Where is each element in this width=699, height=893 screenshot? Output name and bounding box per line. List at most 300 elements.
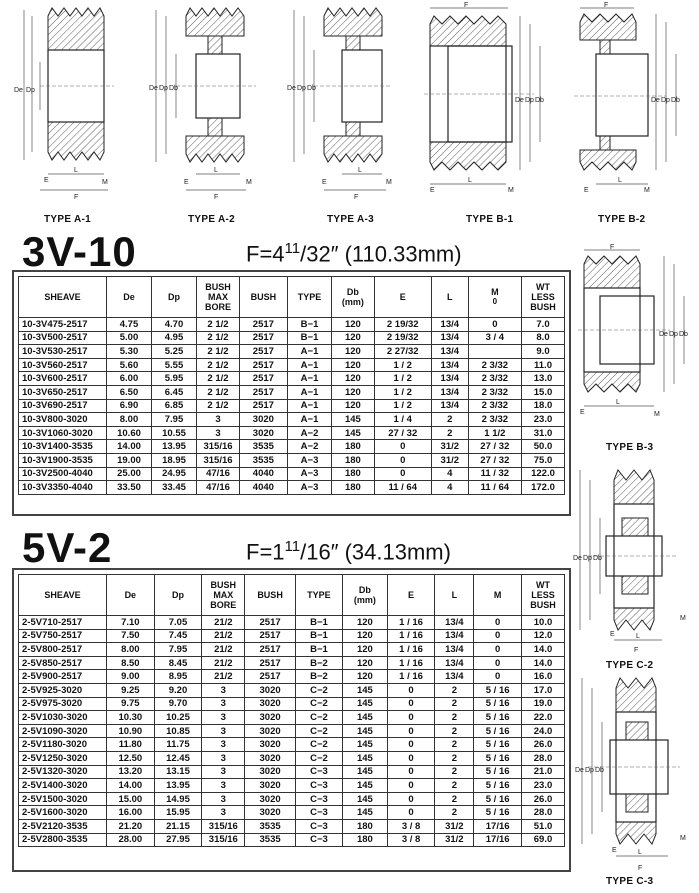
label-type-a3: TYPE A-3	[327, 214, 375, 225]
cell-de: 21.20	[107, 819, 155, 833]
cell-dp: 13.95	[152, 440, 197, 454]
f-spec-numerator: 11	[284, 538, 301, 555]
label-type-a1: TYPE A-1	[44, 214, 92, 225]
cell-bush-max-bore: 3	[202, 738, 245, 752]
dim-de: De	[14, 87, 23, 94]
cell-bush-max-bore: 21/2	[202, 629, 245, 643]
cell-m	[468, 345, 521, 359]
f-spec-5v2	[246, 538, 451, 565]
cell-dp: 8.45	[154, 656, 202, 670]
dim-db: Db	[671, 97, 680, 104]
cell-m: 0	[474, 616, 522, 630]
cell-type: C−3	[295, 779, 342, 793]
dim-m: M	[654, 411, 660, 418]
dim-e: E	[584, 187, 589, 194]
table-row	[19, 399, 565, 413]
cell-de: 5.60	[107, 358, 152, 372]
cell-dp: 7.95	[154, 643, 202, 657]
cell-sheave: 2-5V710-2517	[19, 616, 107, 630]
cell-sheave: 2-5V1400-3020	[19, 779, 107, 793]
cell-m: 5 / 16	[474, 724, 522, 738]
cell-l: 13/4	[431, 372, 468, 386]
table-row	[19, 481, 565, 495]
table-row	[19, 643, 565, 657]
cell-wt: 69.0	[522, 833, 565, 847]
cell-m: 5 / 16	[474, 806, 522, 820]
table-row	[19, 751, 565, 765]
dim-db: Db	[535, 97, 544, 104]
cell-de: 11.80	[107, 738, 155, 752]
cell-type: B−2	[295, 656, 342, 670]
cell-dp: 9.70	[154, 697, 202, 711]
dim-m: M	[680, 835, 686, 842]
dim-m: M	[644, 187, 650, 194]
table-header-row	[19, 575, 565, 616]
cell-type: A−2	[287, 440, 332, 454]
col-db-unit: (mm)	[341, 297, 364, 307]
cell-db: 145	[343, 711, 388, 725]
cell-wt: 24.0	[522, 724, 565, 738]
cell-bush: 2517	[240, 358, 288, 372]
cell-sheave: 10-3V3350-4040	[19, 481, 107, 495]
cell-dp: 27.95	[154, 833, 202, 847]
cell-e: 1 / 2	[374, 358, 431, 372]
cell-dp: 14.95	[154, 792, 202, 806]
sheave-drawing-c2	[570, 460, 698, 656]
cell-dp: 13.95	[154, 779, 202, 793]
cell-e: 0	[387, 724, 435, 738]
col-bush: BUSH	[240, 277, 288, 318]
cell-dp: 6.45	[152, 385, 197, 399]
cell-l: 31/2	[435, 833, 474, 847]
table-row	[19, 819, 565, 833]
cell-bush: 3020	[245, 751, 296, 765]
table-row	[19, 738, 565, 752]
cell-bush: 3020	[245, 792, 296, 806]
cell-wt: 19.0	[522, 697, 565, 711]
col-db-unit: (mm)	[353, 595, 376, 605]
cell-type: A−1	[287, 345, 332, 359]
col-l: L	[435, 575, 474, 616]
cell-wt: 9.0	[522, 345, 565, 359]
cell-wt: 11.0	[522, 358, 565, 372]
f-spec-numerator: 11	[284, 240, 301, 257]
cell-type: B−1	[295, 616, 342, 630]
table-row	[19, 779, 565, 793]
dim-de: De	[149, 85, 158, 92]
cell-bush-max-bore: 21/2	[202, 643, 245, 657]
cell-e: 1 / 16	[387, 629, 435, 643]
cell-de: 7.10	[107, 616, 155, 630]
col-e: E	[387, 575, 435, 616]
cell-wt: 31.0	[522, 426, 565, 440]
cell-l: 13/4	[435, 616, 474, 630]
cell-dp: 21.15	[154, 819, 202, 833]
cell-type: A−1	[287, 413, 332, 427]
dim-l: L	[638, 849, 642, 856]
cell-bush-max-bore: 47/16	[197, 481, 240, 495]
cell-de: 5.00	[107, 331, 152, 345]
diagram-type-b2	[570, 2, 698, 202]
diagram-type-b1	[424, 2, 556, 202]
cell-bush: 3020	[245, 711, 296, 725]
diagram-type-a1	[10, 2, 125, 202]
cell-type: B−2	[295, 670, 342, 684]
cell-l: 2	[431, 413, 468, 427]
cell-dp: 11.75	[154, 738, 202, 752]
dim-e: E	[580, 409, 585, 416]
cell-sheave: 2-5V1600-3020	[19, 806, 107, 820]
cell-wt: 23.0	[522, 413, 565, 427]
cell-bush-max-bore: 3	[202, 711, 245, 725]
cell-db: 145	[343, 683, 388, 697]
label-type-b3: TYPE B-3	[606, 442, 654, 453]
cell-db: 180	[343, 833, 388, 847]
cell-m: 2 3/32	[468, 399, 521, 413]
cell-l: 2	[435, 724, 474, 738]
dim-dp: Dp	[669, 331, 678, 338]
dim-f: F	[74, 194, 79, 201]
cell-type: C−2	[295, 751, 342, 765]
table-row	[19, 670, 565, 684]
cell-db: 145	[343, 792, 388, 806]
dim-m: M	[246, 179, 252, 186]
cell-l: 2	[435, 779, 474, 793]
cell-dp: 24.95	[152, 467, 197, 481]
sheave-drawing-c3	[576, 672, 698, 876]
cell-dp: 5.55	[152, 358, 197, 372]
cell-de: 8.00	[107, 643, 155, 657]
cell-db: 120	[343, 670, 388, 684]
col-m-label: M	[491, 287, 499, 297]
cell-wt: 21.0	[522, 765, 565, 779]
cell-m: 0	[474, 643, 522, 657]
cell-db: 145	[343, 765, 388, 779]
cell-m: 5 / 16	[474, 738, 522, 752]
sheave-drawing-a3	[286, 2, 406, 202]
cell-m: 0	[474, 656, 522, 670]
spec-table-3v10	[18, 276, 565, 495]
diagram-type-c2	[570, 460, 698, 656]
dim-de: De	[651, 97, 660, 104]
dim-e: E	[610, 631, 615, 638]
dim-dp: Dp	[585, 767, 594, 774]
cell-l: 2	[435, 765, 474, 779]
cell-bush: 3020	[245, 697, 296, 711]
cell-e: 3 / 8	[387, 819, 435, 833]
dim-de: De	[287, 85, 296, 92]
table-body-3v10	[19, 318, 565, 495]
cell-bush: 3020	[245, 779, 296, 793]
cell-bush-max-bore: 3	[202, 765, 245, 779]
cell-bush-max-bore: 3	[202, 724, 245, 738]
cell-de: 10.30	[107, 711, 155, 725]
cell-m: 2 3/32	[468, 372, 521, 386]
cell-de: 9.00	[107, 670, 155, 684]
cell-type: B−1	[287, 331, 332, 345]
cell-wt: 17.0	[522, 683, 565, 697]
cell-e: 1 / 16	[387, 616, 435, 630]
table-row	[19, 453, 565, 467]
dim-m: M	[508, 187, 514, 194]
cell-type: A−2	[287, 426, 332, 440]
col-de: De	[107, 277, 152, 318]
cell-l: 4	[431, 481, 468, 495]
cell-de: 9.75	[107, 697, 155, 711]
cell-db: 145	[332, 426, 374, 440]
dim-f: F	[354, 194, 359, 201]
cell-m: 5 / 16	[474, 792, 522, 806]
cell-bush-max-bore: 315/16	[202, 819, 245, 833]
cell-type: B−1	[287, 318, 332, 332]
cell-dp: 5.95	[152, 372, 197, 386]
cell-wt: 51.0	[522, 819, 565, 833]
cell-l: 13/4	[431, 345, 468, 359]
sheave-drawing-b3	[576, 244, 698, 424]
cell-e: 1 / 2	[374, 399, 431, 413]
cell-bush-max-bore: 2 1/2	[197, 399, 240, 413]
cell-sheave: 10-3V600-2517	[19, 372, 107, 386]
cell-bush: 2517	[240, 318, 288, 332]
cell-bush: 2517	[240, 399, 288, 413]
cell-e: 1 / 2	[374, 385, 431, 399]
cell-dp: 18.95	[152, 453, 197, 467]
cell-de: 19.00	[107, 453, 152, 467]
cell-de: 15.00	[107, 792, 155, 806]
table-row	[19, 426, 565, 440]
cell-bush: 2517	[240, 345, 288, 359]
dim-l: L	[618, 177, 622, 184]
cell-db: 120	[332, 331, 374, 345]
dim-de: De	[575, 767, 584, 774]
dim-db: Db	[307, 85, 316, 92]
cell-dp: 10.55	[152, 426, 197, 440]
cell-type: A−3	[287, 481, 332, 495]
cell-de: 16.00	[107, 806, 155, 820]
cell-wt: 122.0	[522, 467, 565, 481]
col-sheave: SHEAVE	[19, 277, 107, 318]
cell-dp: 5.25	[152, 345, 197, 359]
cell-bush: 3020	[245, 724, 296, 738]
cell-wt: 22.0	[522, 711, 565, 725]
dim-e: E	[612, 847, 617, 854]
cell-sheave: 2-5V2120-3535	[19, 819, 107, 833]
cell-bush-max-bore: 21/2	[202, 670, 245, 684]
label-type-c3: TYPE C-3	[606, 876, 654, 887]
section-title-3v10: 3V-10	[22, 228, 137, 275]
cell-e: 27 / 32	[374, 426, 431, 440]
cell-l: 13/4	[435, 656, 474, 670]
cell-m: 11 / 64	[468, 481, 521, 495]
cell-dp: 4.95	[152, 331, 197, 345]
cell-de: 8.00	[107, 413, 152, 427]
col-l: L	[431, 277, 468, 318]
cell-sheave: 10-3V1400-3535	[19, 440, 107, 454]
cell-l: 13/4	[435, 629, 474, 643]
cell-bush-max-bore: 3	[202, 683, 245, 697]
cell-m: 5 / 16	[474, 697, 522, 711]
cell-e: 0	[374, 440, 431, 454]
dim-e: E	[322, 179, 327, 186]
cell-db: 120	[332, 399, 374, 413]
dim-dp: Dp	[661, 97, 670, 104]
diagram-type-a2	[150, 2, 270, 202]
cell-m: 27 / 32	[468, 440, 521, 454]
cell-type: B−1	[295, 629, 342, 643]
cell-db: 120	[343, 643, 388, 657]
dim-db: Db	[595, 767, 604, 774]
f-spec-3v10	[246, 240, 462, 267]
cell-sheave: 10-3V690-2517	[19, 399, 107, 413]
cell-bush-max-bore: 315/16	[197, 453, 240, 467]
dim-dp: Dp	[159, 85, 168, 92]
table-row	[19, 467, 565, 481]
table-row	[19, 629, 565, 643]
cell-de: 8.50	[107, 656, 155, 670]
dim-l: L	[214, 167, 218, 174]
cell-wt: 50.0	[522, 440, 565, 454]
cell-db: 145	[343, 724, 388, 738]
cell-e: 0	[387, 738, 435, 752]
cell-m: 2 3/32	[468, 413, 521, 427]
cell-de: 4.75	[107, 318, 152, 332]
cell-sheave: 2-5V1180-3020	[19, 738, 107, 752]
cell-bush: 2517	[245, 629, 296, 643]
table-row	[19, 724, 565, 738]
cell-e: 0	[374, 453, 431, 467]
cell-type: C−3	[295, 833, 342, 847]
cell-db: 180	[332, 440, 374, 454]
cell-bush-max-bore: 315/16	[197, 440, 240, 454]
cell-wt: 16.0	[522, 670, 565, 684]
cell-type: A−3	[287, 467, 332, 481]
table-row	[19, 413, 565, 427]
cell-db: 120	[332, 345, 374, 359]
dim-m: M	[102, 179, 108, 186]
cell-de: 7.50	[107, 629, 155, 643]
cell-db: 180	[332, 481, 374, 495]
cell-l: 2	[435, 697, 474, 711]
cell-wt: 14.0	[522, 643, 565, 657]
label-type-b2: TYPE B-2	[598, 214, 646, 225]
cell-bush-max-bore: 3	[202, 779, 245, 793]
dim-e: E	[184, 179, 189, 186]
cell-e: 1 / 16	[387, 643, 435, 657]
dim-f: F	[634, 647, 639, 654]
cell-de: 6.00	[107, 372, 152, 386]
dim-dp: Dp	[26, 87, 35, 94]
table-body-5v2	[19, 616, 565, 847]
cell-type: C−2	[295, 697, 342, 711]
cell-bush-max-bore: 2 1/2	[197, 331, 240, 345]
cell-bush: 2517	[240, 372, 288, 386]
cell-m: 2 3/32	[468, 358, 521, 372]
cell-bush: 2517	[245, 643, 296, 657]
col-m: M	[474, 575, 522, 616]
cell-l: 2	[435, 792, 474, 806]
cell-db: 145	[343, 779, 388, 793]
cell-bush-max-bore: 21/2	[202, 656, 245, 670]
col-bush-max-bore: BUSH MAX BORE	[202, 575, 245, 616]
cell-e: 11 / 64	[374, 481, 431, 495]
cell-sheave: 10-3V500-2517	[19, 331, 107, 345]
cell-m: 5 / 16	[474, 765, 522, 779]
cell-type: C−2	[295, 738, 342, 752]
cell-m: 5 / 16	[474, 711, 522, 725]
cell-bush: 3535	[245, 819, 296, 833]
table-row	[19, 792, 565, 806]
cell-bush-max-bore: 3	[197, 413, 240, 427]
dim-f: F	[638, 865, 643, 872]
cell-db: 120	[343, 656, 388, 670]
table-row	[19, 711, 565, 725]
cell-db: 145	[343, 751, 388, 765]
dim-db: Db	[679, 331, 688, 338]
cell-l: 2	[431, 426, 468, 440]
cell-type: B−1	[295, 643, 342, 657]
cell-bush: 3020	[240, 426, 288, 440]
dim-m: M	[386, 179, 392, 186]
dim-f: F	[604, 2, 609, 9]
f-spec-suffix: /16″ (34.13mm)	[300, 539, 451, 565]
col-db	[332, 277, 374, 318]
cell-sheave: 2-5V750-2517	[19, 629, 107, 643]
cell-type: A−1	[287, 399, 332, 413]
table-row	[19, 656, 565, 670]
diagram-type-b3	[576, 244, 698, 424]
cell-e: 1 / 16	[387, 656, 435, 670]
cell-wt: 23.0	[522, 779, 565, 793]
col-wt: WT LESS BUSH	[522, 575, 565, 616]
cell-l: 31/2	[435, 819, 474, 833]
cell-de: 10.90	[107, 724, 155, 738]
cell-sheave: 2-5V900-2517	[19, 670, 107, 684]
dim-db: Db	[593, 555, 602, 562]
label-type-a2: TYPE A-2	[188, 214, 236, 225]
cell-e: 2 27/32	[374, 345, 431, 359]
cell-dp: 7.05	[154, 616, 202, 630]
cell-bush: 3535	[245, 833, 296, 847]
cell-m: 11 / 32	[468, 467, 521, 481]
table-row	[19, 765, 565, 779]
cell-bush: 2517	[240, 331, 288, 345]
cell-db: 180	[332, 453, 374, 467]
dim-l: L	[636, 633, 640, 640]
dim-l: L	[616, 399, 620, 406]
col-wt: WT LESS BUSH	[522, 277, 565, 318]
sheave-drawing-a2	[150, 2, 270, 202]
diagram-type-c3	[576, 672, 698, 876]
table-header-row	[19, 277, 565, 318]
cell-bush-max-bore: 315/16	[202, 833, 245, 847]
cell-dp: 7.45	[154, 629, 202, 643]
table-row	[19, 318, 565, 332]
f-spec-suffix: /32″ (110.33mm)	[300, 241, 462, 267]
cell-dp: 4.70	[152, 318, 197, 332]
cell-type: C−3	[295, 806, 342, 820]
dim-de: De	[515, 97, 524, 104]
cell-type: A−1	[287, 358, 332, 372]
cell-type: A−1	[287, 372, 332, 386]
cell-l: 13/4	[431, 318, 468, 332]
col-de: De	[107, 575, 155, 616]
cell-l: 13/4	[431, 331, 468, 345]
dim-f: F	[214, 194, 219, 201]
dim-dp: Dp	[525, 97, 534, 104]
cell-de: 14.00	[107, 440, 152, 454]
col-type: TYPE	[295, 575, 342, 616]
cell-de: 5.30	[107, 345, 152, 359]
